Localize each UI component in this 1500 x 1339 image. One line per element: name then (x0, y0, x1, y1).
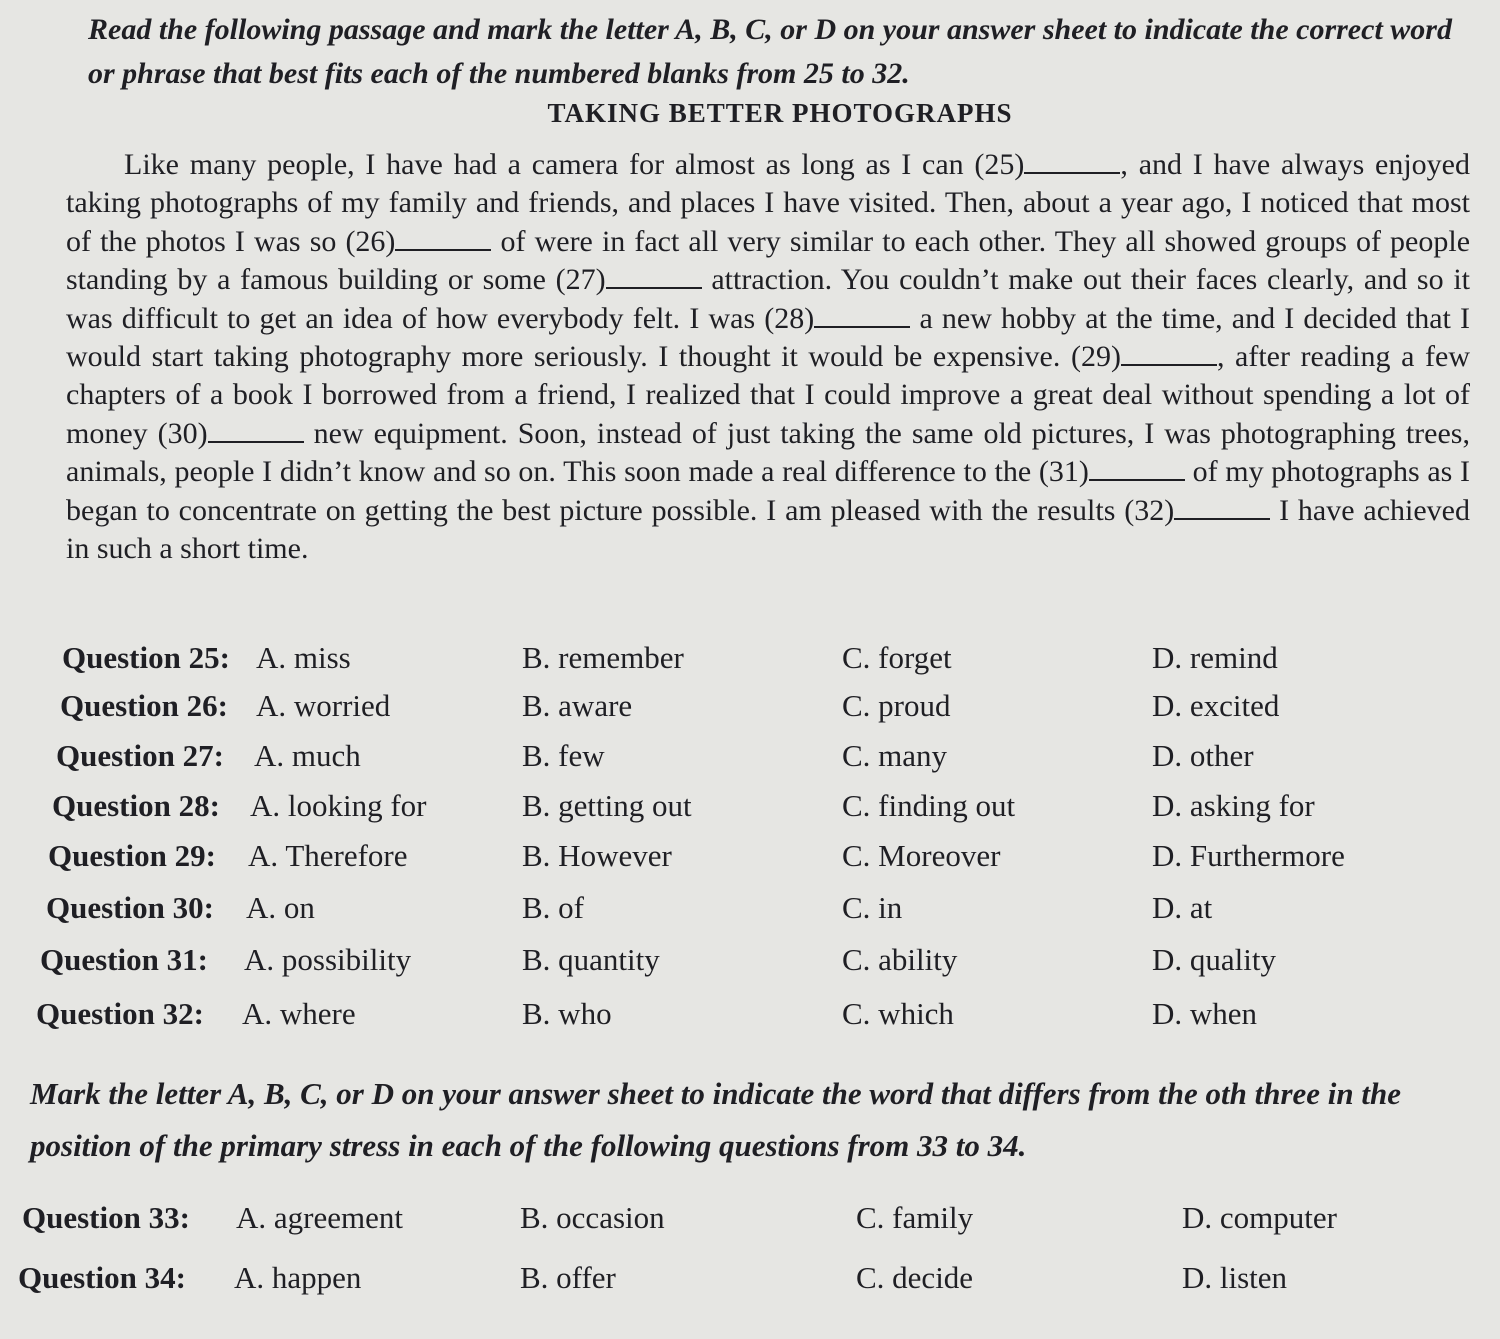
passage-text: of my photographs as I began to concentrate on getting the best picture possible. I am pleased with the results (32) (66, 455, 1470, 527)
option-a[interactable]: A. where (242, 996, 356, 1031)
option-a[interactable]: A. happen (234, 1260, 362, 1295)
blank-30 (208, 419, 304, 443)
question-row (0, 838, 1500, 882)
option-d[interactable]: D. computer (1182, 1200, 1337, 1235)
blank-29 (1121, 342, 1217, 366)
question-row (0, 1260, 1500, 1304)
passage-text: , after reading a few chapters of a book I borrowed from a friend, I realized that I could improve a great deal without spending a lot of money (30) (66, 340, 1470, 450)
option-d[interactable]: D. Furthermore (1152, 838, 1345, 873)
option-d[interactable]: D. asking for (1152, 788, 1315, 823)
question-label: Question 32: (36, 996, 204, 1031)
passage-text: of were in fact all very similar to each other. They all showed groups of people standing by a famous building or some (27) (66, 224, 1471, 297)
passage-title: TAKING BETTER PHOTOGRAPHS (547, 98, 1013, 128)
option-a[interactable]: A. worried (256, 688, 391, 723)
option-a[interactable]: A. possibility (244, 942, 412, 977)
option-c[interactable]: C. many (842, 738, 948, 773)
option-c[interactable]: C. Moreover (842, 838, 1001, 873)
question-label: Question 27: (56, 738, 224, 773)
blank-25 (1024, 150, 1120, 174)
question-row (0, 1200, 1500, 1244)
option-c[interactable]: C. forget (842, 640, 952, 675)
passage-text: Like many people, I have had a camera for almost as long as I can (25) (124, 148, 1025, 181)
option-b[interactable]: B. aware (522, 688, 633, 723)
option-c[interactable]: C. which (842, 996, 954, 1031)
option-b[interactable]: B. occasion (520, 1200, 665, 1235)
option-b[interactable]: B. However (522, 838, 672, 873)
question-label: Question 29: (48, 838, 216, 873)
option-b[interactable]: B. offer (520, 1260, 616, 1295)
option-b[interactable]: B. getting out (522, 788, 692, 823)
option-d[interactable]: D. when (1152, 996, 1258, 1031)
passage-text: a new hobby at the time, and I decided that I would start taking photography more seriously. I thought it would be expensive. (29) (66, 301, 1470, 374)
question-label: Question 31: (40, 942, 208, 977)
question-row (0, 942, 1500, 986)
blank-31 (1089, 457, 1185, 481)
question-row (0, 738, 1500, 782)
question-label: Question 34: (18, 1260, 186, 1295)
option-a[interactable]: A. agreement (236, 1200, 403, 1235)
passage-text: attraction. You couldn’t make out their faces clearly, and so it was difficult to get an idea of how everybody felt. I was (28) (66, 263, 1470, 335)
passage-text: , and I have always enjoyed taking photographs of my family and friends, and places I have visited. Then, about a year ago, I noticed that most of the photos I was so (26) (66, 148, 1470, 258)
option-b[interactable]: B. quantity (522, 942, 660, 977)
question-label: Question 30: (46, 890, 214, 925)
question-row (0, 640, 1500, 684)
question-row (0, 996, 1500, 1040)
question-row (0, 688, 1500, 732)
option-c[interactable]: C. finding out (842, 788, 1016, 823)
option-c[interactable]: C. ability (842, 942, 958, 977)
instruction-stress: Mark the letter A, B, C, or D on your answer sheet to indicate the word that differs from the oth three in the position of the primary stress in each of the following questions from 33 to 34. (30, 1076, 1402, 1163)
option-b[interactable]: B. remember (522, 640, 684, 675)
question-label: Question 28: (52, 788, 220, 823)
passage-text: new equipment. Soon, instead of just taking the same old pictures, I was photographing trees, animals, people I didn’t know and so on. This soon made a real difference to the (31) (66, 416, 1470, 489)
option-c[interactable]: C. in (842, 890, 903, 925)
option-d[interactable]: D. excited (1152, 688, 1280, 723)
option-c[interactable]: C. decide (856, 1260, 974, 1295)
option-d[interactable]: D. quality (1152, 942, 1276, 977)
option-d[interactable]: D. other (1152, 738, 1254, 773)
option-b[interactable]: B. who (522, 996, 612, 1031)
blank-27 (606, 265, 702, 289)
option-c[interactable]: C. family (856, 1200, 974, 1235)
question-label: Question 26: (60, 688, 228, 723)
option-b[interactable]: B. few (522, 738, 605, 773)
option-d[interactable]: D. remind (1152, 640, 1278, 675)
option-a[interactable]: A. Therefore (248, 838, 408, 873)
instruction-reading: Read the following passage and mark the letter A, B, C, or D on your answer sheet to indicate the correct word or phrase that best fits each of the numbered blanks from 25 to 32. (88, 13, 1452, 90)
option-a[interactable]: A. miss (256, 640, 351, 675)
option-c[interactable]: C. proud (842, 688, 951, 723)
blank-26 (395, 227, 491, 251)
passage-text: I have achieved in such a short time. (66, 493, 1470, 566)
option-a[interactable]: A. much (254, 738, 361, 773)
question-row (0, 788, 1500, 832)
passage (66, 146, 1470, 568)
question-label: Question 25: (62, 640, 230, 675)
option-a[interactable]: A. on (246, 890, 315, 925)
question-row (0, 890, 1500, 934)
option-d[interactable]: D. listen (1182, 1260, 1288, 1295)
option-a[interactable]: A. looking for (250, 788, 427, 823)
option-d[interactable]: D. at (1152, 890, 1213, 925)
blank-28 (814, 304, 910, 328)
option-b[interactable]: B. of (522, 890, 584, 925)
blank-32 (1174, 496, 1270, 520)
question-label: Question 33: (22, 1200, 190, 1235)
